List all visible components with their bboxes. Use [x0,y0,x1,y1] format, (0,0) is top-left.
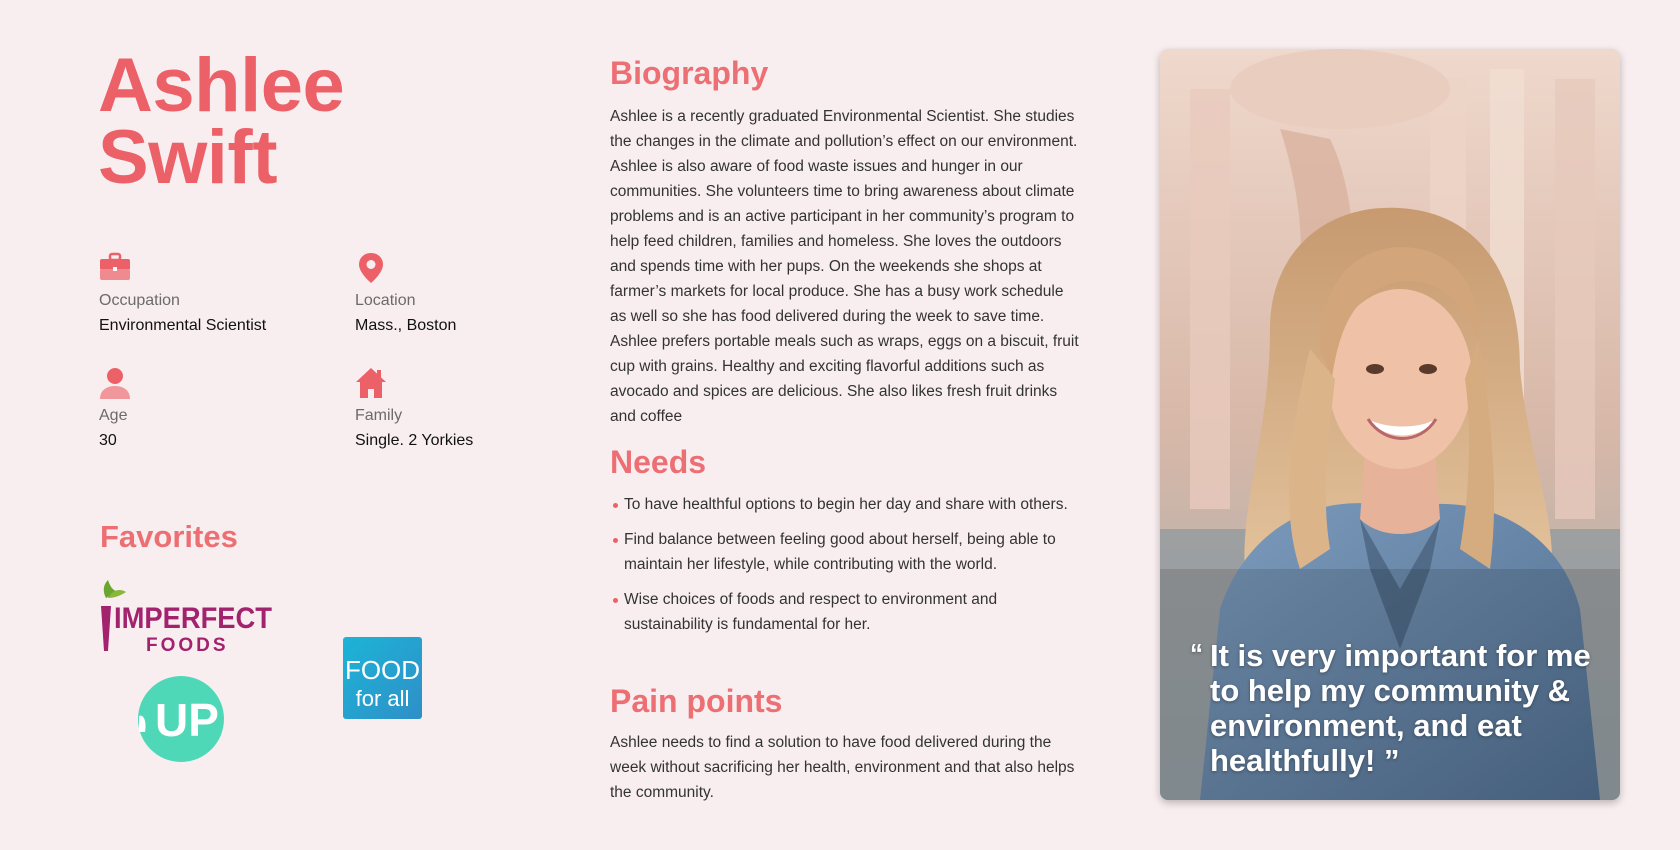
persona-quote [1190,638,1600,778]
briefcase-icon [99,251,131,285]
needs-list [610,492,1080,647]
family-value: Single. 2 Yorkies [355,432,474,449]
list-item: Find balance between feeling good about herself, being able to maintain her lifestyle, while contributing with the world. [610,527,1080,577]
age-label: Age [99,407,128,424]
list-item: To have healthful options to begin her day and share with others. [610,492,1080,517]
svg-text:FOOD: FOOD [344,655,421,685]
occupation-label: Occupation [99,292,180,309]
first-name: Ashlee [98,43,345,128]
occupation-info [99,251,339,335]
home-icon [355,366,387,400]
persona-photo-card [1160,49,1620,800]
persona-name [98,43,345,200]
biography-text: Ashlee is a recently graduated Environmental Scientist. She studies the changes in the climate and pollution’s effect on our environment. Ashlee is also aware of food waste issues and hunger in our communities. She volunteers time to bring awareness about climate problems and is an active participant in her community’s program to help feed children, families and homeless. She loves the outdoors and spends time with her pups. On the weekends she shops at farmer’s markets for local produce. She has a busy work schedule as well so she has food delivered during the week to save time. Ashlee prefers portable meals such as wraps, eggs on a biscuit, fruit cup with grains. Healthy and exciting flavorful additions such as avocado and spices are delicious. She also likes fresh fruit drinks and coffee [610,108,1079,425]
svg-text:UP: UP [155,694,219,746]
food-for-all-logo [343,637,422,719]
svg-text:for all: for all [355,686,410,711]
favorites-title: Favorites [100,519,238,554]
age-info [99,366,339,450]
location-value: Mass., Boston [355,317,457,334]
last-name: Swift [98,115,278,200]
svg-text:FOODS: FOODS [146,635,229,656]
needs-title: Needs [610,444,707,480]
pain-points-title: Pain points [610,683,783,719]
age-value: 30 [99,432,117,449]
location-label: Location [355,292,416,309]
pain-points-text: Ashlee needs to find a solution to have food delivered during the week without sacrificing her health, environment and that also helps the community. [610,734,1075,801]
family-label: Family [355,407,403,424]
list-item: Wise choices of foods and respect to environment and sustainability is fundamental for her. [610,587,1080,637]
biography-title: Biography [610,55,769,91]
person-icon [99,366,131,400]
map-pin-icon [355,251,387,285]
quote-open-mark: “ [1190,638,1203,668]
occupation-value: Environmental Scientist [99,317,267,334]
quote-text: It is very important for me to help my community & environment, and eat healthfully! ” [1210,638,1591,778]
location-info [355,251,595,335]
up-logo [137,676,225,762]
family-info [355,366,595,450]
svg-text:IMPERFECT: IMPERFECT [114,602,272,635]
imperfect-foods-logo [98,578,278,656]
